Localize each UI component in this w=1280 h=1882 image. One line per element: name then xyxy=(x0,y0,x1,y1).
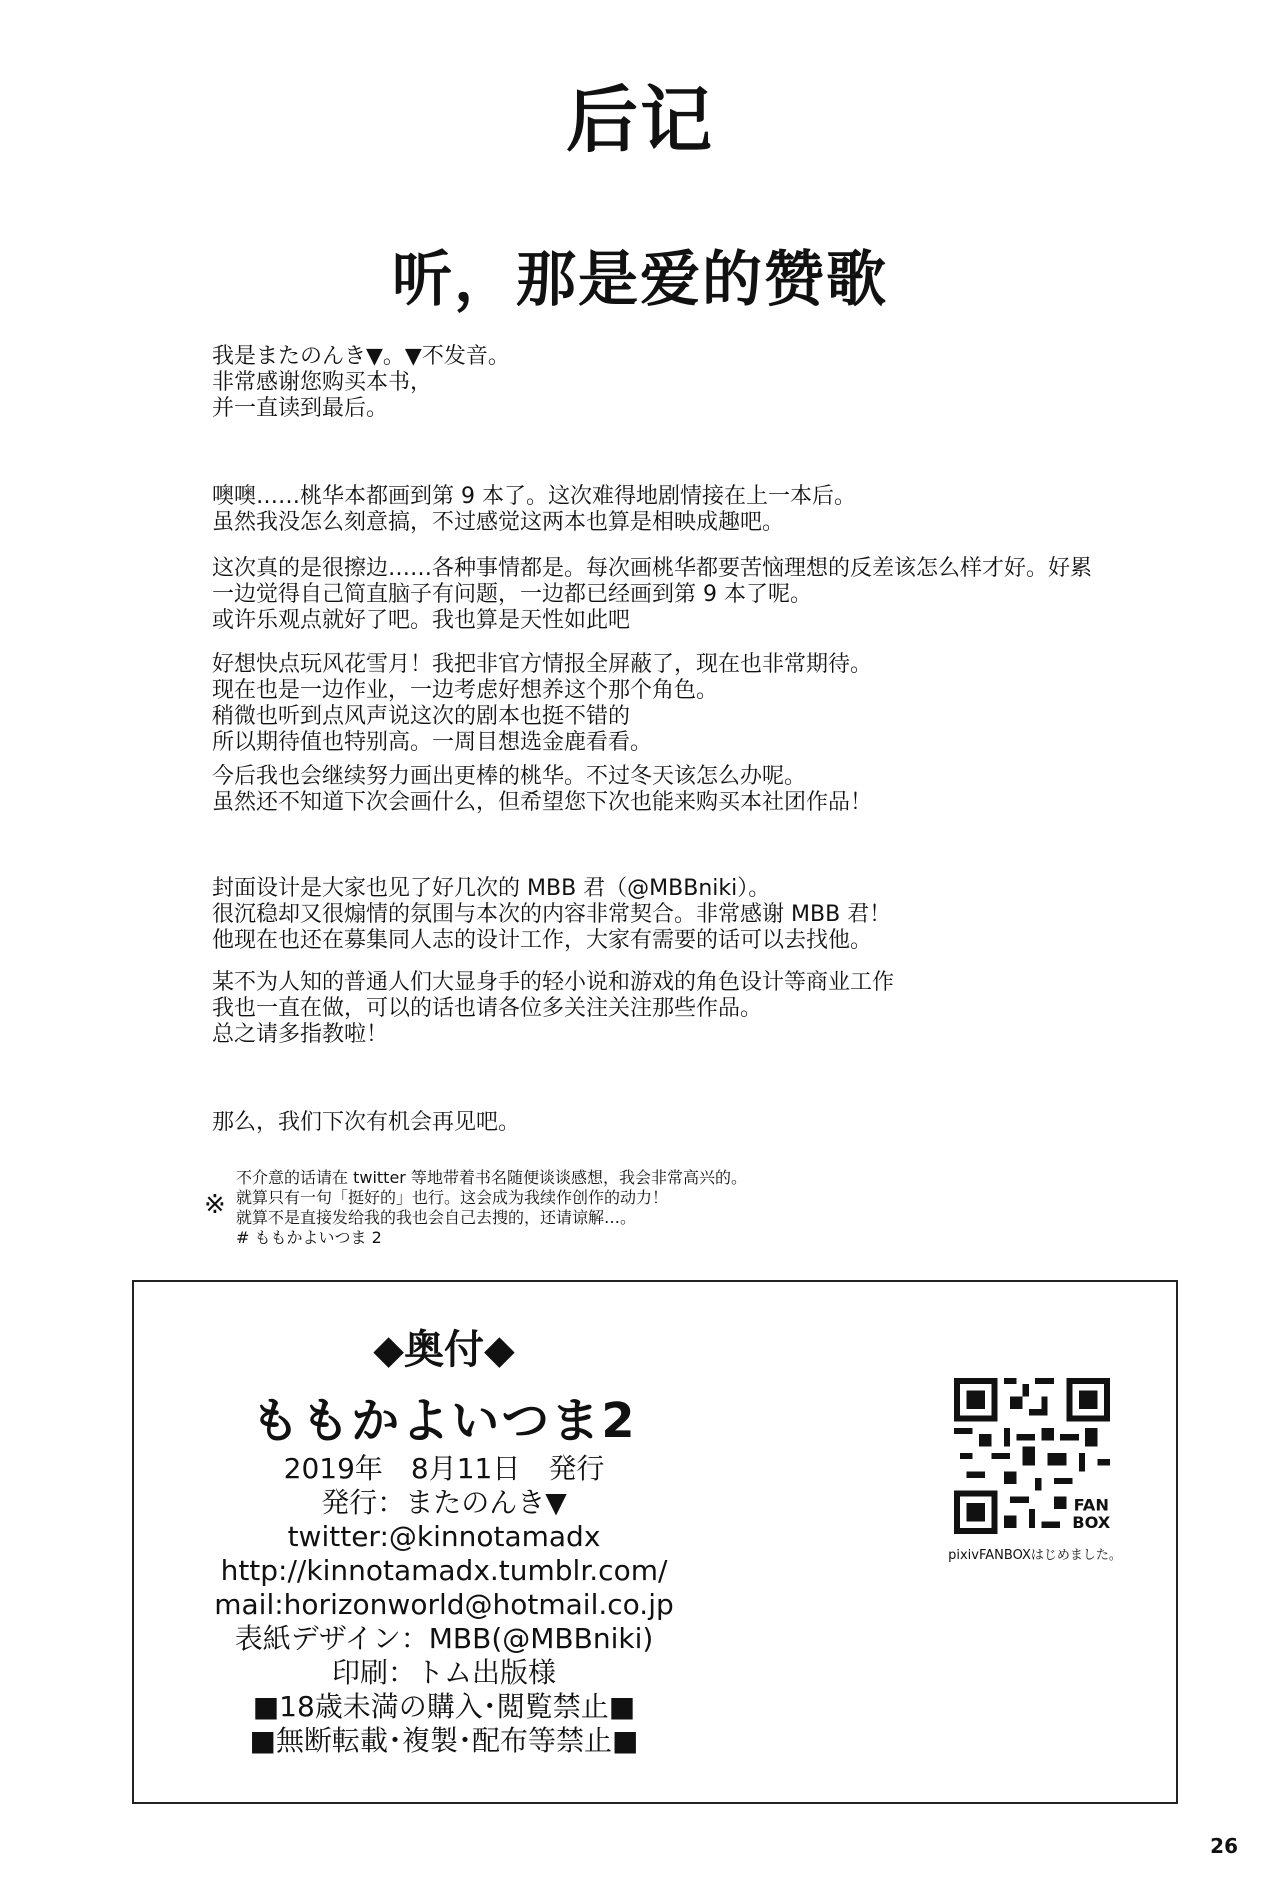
paragraph xyxy=(212,876,1172,954)
paragraph xyxy=(212,652,1172,756)
footnote-line: 不介意的话请在 twitter 等地带着书名随便谈谈感想，我会非常高兴的。 xyxy=(236,1168,747,1187)
twitter-handle[interactable]: twitter:@kinnotamadx xyxy=(287,1520,601,1553)
paragraph-line: 封面设计是大家也见了好几次的 MBB 君（@MBBniki）。 xyxy=(212,876,771,901)
footnote-line: 就算不是直接发给我的我也会自己去搜的，还请谅解…。 xyxy=(236,1208,637,1227)
paragraph xyxy=(212,970,1172,1048)
qr-caption: pixivFANBOXはじめました。 xyxy=(948,1548,1122,1563)
paragraph-line: 一边觉得自己简直脑子有问题，一边都已经画到第 9 本了呢。 xyxy=(212,582,812,607)
publication-info xyxy=(134,1452,754,1758)
footnote xyxy=(204,1168,996,1248)
paragraph xyxy=(212,764,1172,816)
paragraph-line: 他现在也还在募集同人志的设计工作，大家有需要的话可以去找他。 xyxy=(212,928,873,953)
svg-text:BOX: BOX xyxy=(1072,1512,1110,1532)
cover-design: 表紙デザイン：MBB(@MBBniki) xyxy=(234,1622,654,1655)
paragraph-line: 总之请多指教啦！ xyxy=(212,1022,389,1047)
intro-line: 并一直读到最后。 xyxy=(212,396,389,421)
paragraph-line: 好想快点玩风花雪月！我把非官方情报全屏蔽了，现在也非常期待。 xyxy=(212,652,873,677)
page-subtitle: 听，那是爱的赞歌 xyxy=(392,245,888,315)
colophon-heading: ◆奥付◆ xyxy=(373,1327,515,1373)
printer: 印刷：トム出版様 xyxy=(331,1656,556,1689)
paragraph-line: 某不为人知的普通人们大显身手的轻小说和游戏的角色设计等商业工作 xyxy=(212,970,895,995)
paragraph-line: 今后我也会继续努力画出更棒的桃华。不过冬天该怎么办呢。 xyxy=(212,764,807,789)
intro-line: 我是またのんき▼。▼不发音。 xyxy=(212,344,510,369)
paragraph-line: 这次真的是很擦边……各种事情都是。每次画桃华都要苦恼理想的反差该怎么样才好。好累 xyxy=(212,556,1093,581)
intro-block xyxy=(212,344,1172,422)
paragraph-line: 虽然我没怎么刻意搞，不过感觉这两本也算是相映成趣吧。 xyxy=(212,510,785,535)
closing-block xyxy=(212,1110,1172,1136)
qr-code-icon[interactable] xyxy=(954,1378,1110,1534)
footnote-line: # ももかよいつま 2 xyxy=(236,1228,382,1247)
paragraph-line: 我也一直在做，可以的话也请各位多关注关注那些作品。 xyxy=(212,996,763,1021)
email-link[interactable]: mail:horizonworld@hotmail.co.jp xyxy=(214,1588,674,1621)
svg-text:FAN: FAN xyxy=(1073,1495,1109,1515)
intro-line: 非常感谢您购买本书， xyxy=(212,370,433,395)
website-link[interactable]: http://kinnotamadx.tumblr.com/ xyxy=(220,1554,668,1587)
paragraph xyxy=(212,484,1172,536)
publisher: 発行：またのんき▼ xyxy=(321,1486,567,1519)
paragraph-line: 现在也是一边作业，一边考虑好想养这个那个角色。 xyxy=(212,678,719,703)
age-restriction-notice: ■18歳未満の購入･閲覧禁止■ xyxy=(252,1690,636,1723)
page-title: 后记 xyxy=(565,78,714,162)
colophon-box xyxy=(132,1280,1178,1804)
copyright-notice: ■無断転載･複製･配布等禁止■ xyxy=(249,1724,639,1757)
paragraph-line: 所以期待值也特别高。一周目想选金鹿看看。 xyxy=(212,730,653,755)
footnote-line: 就算只有一句「挺好的」也行。这会成为我续作创作的动力！ xyxy=(236,1188,669,1207)
paragraph-line: 很沉稳却又很煽情的氛围与本次的内容非常契合。非常感谢 MBB 君！ xyxy=(212,902,892,927)
paragraph-line: 噢噢……桃华本都画到第 9 本了。这次难得地剧情接在上一本后。 xyxy=(212,484,856,509)
page-number: 26 xyxy=(1210,1834,1238,1858)
publish-date: 2019年 8月11日 発行 xyxy=(283,1452,605,1485)
paragraph xyxy=(212,556,1172,634)
paragraph-line: 稍微也听到点风声说这次的剧本也挺不错的 xyxy=(212,704,631,729)
book-title: ももかよいつま2 xyxy=(251,1393,637,1449)
footnote-mark: ※ xyxy=(204,1190,226,1220)
paragraph-line: 或许乐观点就好了吧。我也算是天性如此吧 xyxy=(212,608,631,633)
closing-line: 那么，我们下次有机会再见吧。 xyxy=(212,1110,521,1135)
paragraph-line: 虽然还不知道下次会画什么，但希望您下次也能来购买本社团作品！ xyxy=(212,790,873,815)
